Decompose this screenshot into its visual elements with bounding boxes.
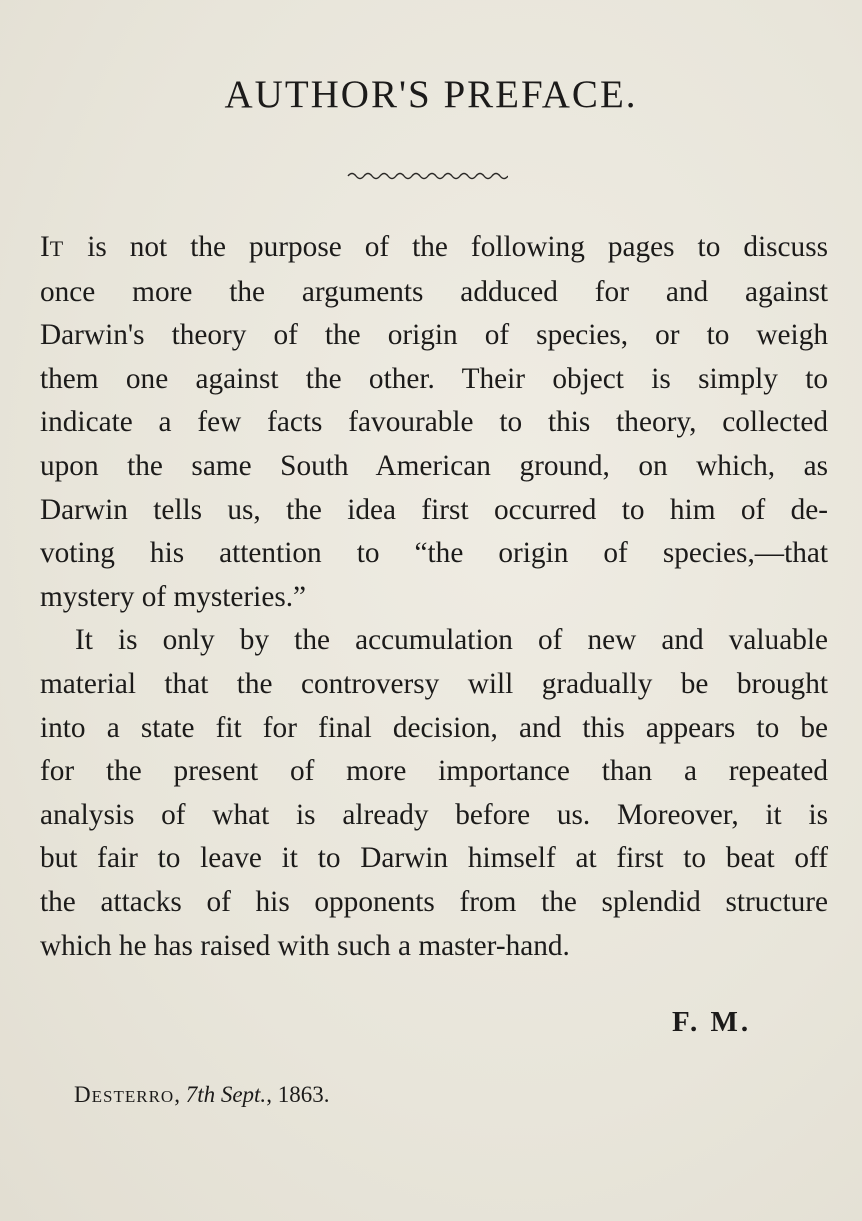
dateline-separator: , — [266, 1082, 278, 1107]
text-line: them one against the other. Their object is simply to — [40, 362, 828, 395]
text-line: for the present of more importance than a repeated — [40, 755, 828, 788]
text-line: It is only by the accumulation of new and valuable — [75, 624, 828, 657]
text-line: into a state fit for final decision, and this appears to be — [40, 711, 828, 744]
text-line: but fair to leave it to Darwin himself at first to beat off — [40, 842, 828, 875]
text-line: once more the arguments adduced for and against — [40, 275, 828, 308]
text-line: Darwin's theory of the origin of species, or to weigh — [40, 319, 828, 352]
date-day: 7th — [185, 1082, 216, 1107]
place-name — [74, 1082, 174, 1107]
text-line: analysis of what is already before us. Moreover, it is — [40, 798, 828, 831]
small-caps-rest: T — [49, 236, 65, 261]
date-month: Sept. — [215, 1082, 267, 1107]
preface-body — [40, 226, 828, 968]
author-signature: F. M. — [672, 1006, 752, 1038]
text-line: indicate a few facts favourable to this theory, collected — [40, 406, 828, 439]
dateline-separator: , — [174, 1082, 186, 1107]
page-title: AUTHOR'S PREFACE. — [224, 73, 638, 116]
text-line: Darwin tells us, the idea first occurred to him of de- — [40, 493, 828, 526]
paragraph-2 — [40, 619, 828, 968]
wavy-rule-ornament — [346, 168, 508, 182]
text-line: the attacks of his opponents from the splendid structure — [40, 885, 828, 918]
text-line: upon the same South American ground, on which, as — [40, 449, 828, 482]
text-line: which he has raised with such a master-hand. — [40, 929, 570, 962]
text-line — [40, 226, 828, 271]
date-year: 1863. — [277, 1082, 330, 1107]
line-text: is not the purpose of the following pages to discuss — [64, 231, 828, 263]
text-line: material that the controversy will gradually be brought — [40, 667, 828, 700]
text-line: mystery of mysteries.” — [40, 580, 307, 613]
paragraph-1 — [40, 226, 828, 619]
small-caps-initial: I — [40, 231, 50, 263]
place-small-caps: ESTERRO — [91, 1087, 175, 1106]
place-initial: D — [74, 1082, 92, 1107]
dateline — [74, 1082, 329, 1108]
text-line: voting his attention to “the origin of species,—that — [40, 537, 828, 570]
